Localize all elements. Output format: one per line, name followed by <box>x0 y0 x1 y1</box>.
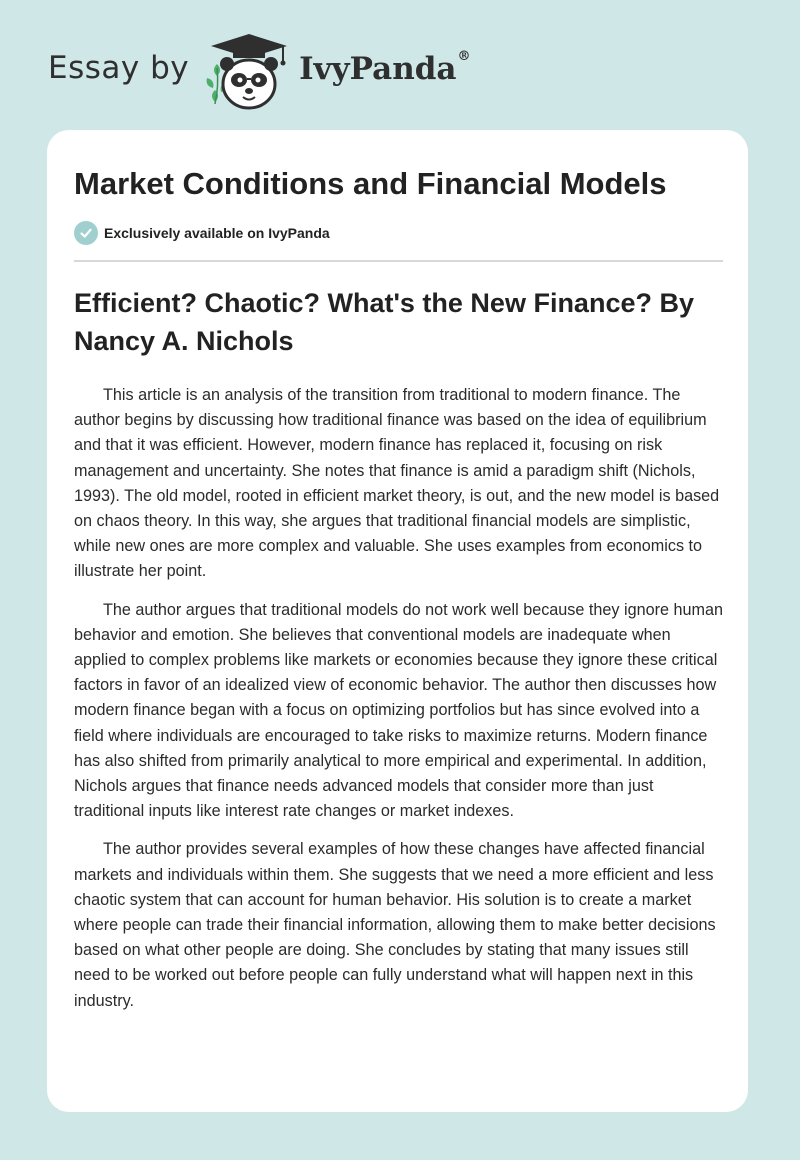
article-body <box>74 383 726 1027</box>
body-paragraph: The author provides several examples of how these changes have affected financial markets and individuals within them. She suggests that we need a more efficient and less chaotic system that can account for human behavior. His solution is to create a market where people can trade their financial information, allowing them to make better decisions based on what other people are doing. She concludes by stating that many issues still need to be worked out before people can fully understand what will happen next in this industry. <box>74 840 716 1010</box>
essay-card <box>47 130 748 1112</box>
essay-by-label: Essay by <box>48 50 190 86</box>
title-divider <box>74 260 723 262</box>
site-header <box>48 28 471 112</box>
page-title: Market Conditions and Financial Models <box>74 166 667 201</box>
trademark-symbol: ® <box>457 49 471 64</box>
check-circle-icon <box>74 221 98 245</box>
body-paragraph: The author argues that traditional models do not work well because they ignore human behavior and emotion. She believes that conventional models are inadequate when applied to complex problems like markets or economies because they ignore these critical factors in favor of an idealized view of economic behavior. The author then discusses how modern finance began with a focus on optimizing portfolios but has since evolved into a field where individuals are encouraged to take risks to maximize returns. Modern finance has also shifted from primarily analytical to more empirical and experimental. In addition, Nichols argues that finance needs advanced models that consider more than just traditional inputs like interest rate changes or market indexes. <box>74 600 723 821</box>
exclusive-badge-label: Exclusively available on IvyPanda <box>104 225 330 241</box>
article-subtitle: Efficient? Chaotic? What's the New Finance? By Nancy A. Nichols <box>74 288 694 356</box>
body-paragraph: This article is an analysis of the transition from traditional to modern finance. The author begins by discussing how traditional finance was based on the idea of equilibrium and that it was efficient. However, modern finance has replaced it, focusing on risk management and uncertainty. She notes that finance is amid a paradigm shift (Nichols, 1993). The old model, rooted in efficient market theory, is out, and the new model is based on chaos theory. In this way, she argues that traditional financial models are simplistic, while new ones are more complex and valuable. She uses examples from economics to illustrate her point. <box>74 386 720 581</box>
brand-name[interactable]: IvyPanda® <box>299 49 471 87</box>
panda-graduate-icon[interactable] <box>203 28 295 112</box>
exclusive-badge <box>74 221 330 245</box>
